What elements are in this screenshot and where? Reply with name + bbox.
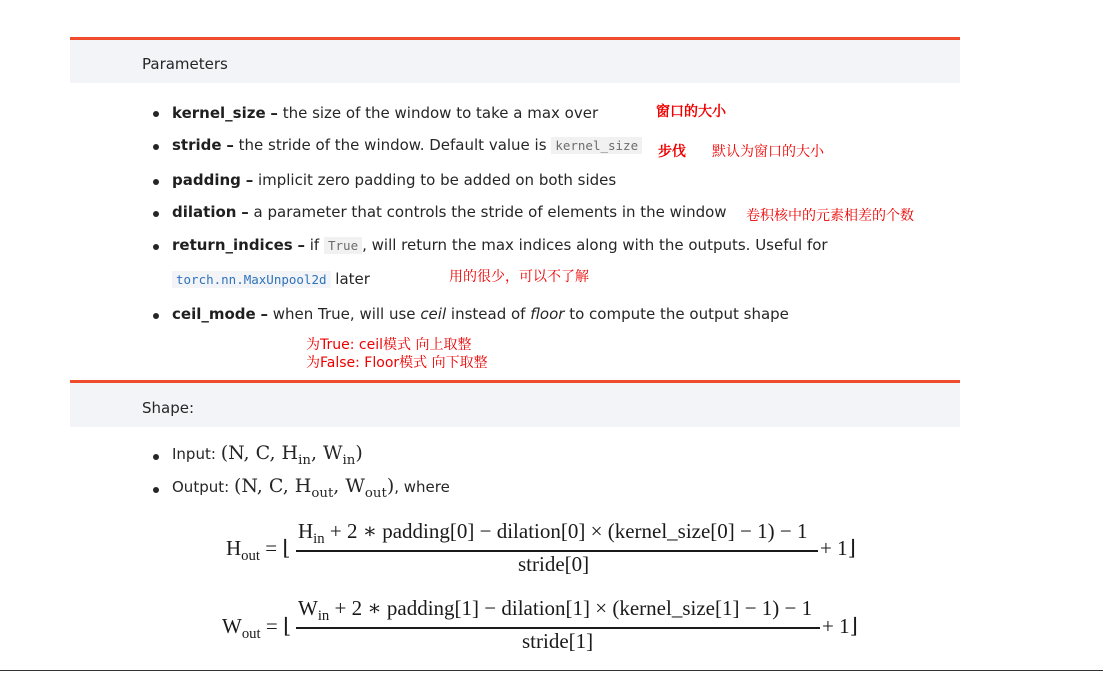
formula-h-numerator: $H_{in} + 2$ ∗ padding[0] − dilation[0] × (kernel_size[0] − 1) − 1 xyxy=(298,519,808,548)
param-return-indices xyxy=(172,236,828,254)
note-stride-2: 默认为窗口的大小 xyxy=(712,144,824,160)
bullet-dot xyxy=(153,244,159,250)
param-dash: – xyxy=(241,203,249,221)
em-floor: floor xyxy=(530,305,565,323)
note-kernel-size: 窗口的大小 xyxy=(656,104,726,120)
formula-h-tail: + 1⌋ xyxy=(820,536,856,560)
param-dash: – xyxy=(260,305,268,323)
formula-h-denominator: stride[0] xyxy=(518,552,590,576)
param-desc: the size of the window to take a max over xyxy=(282,104,599,122)
param-dash: – xyxy=(226,136,234,154)
param-desc-mid: instead of xyxy=(450,305,526,323)
param-desc-pre: when True, will use xyxy=(272,305,416,323)
maxunpool-link[interactable]: torch.nn.MaxUnpool2d xyxy=(172,271,331,288)
bullet-dot xyxy=(153,454,159,460)
param-ceil-mode xyxy=(172,305,789,323)
param-desc: a parameter that controls the stride of elements in the window xyxy=(253,203,727,221)
formula-h-lhs: $H_{out}$ = ⌊ xyxy=(226,536,291,565)
input-label: Input: xyxy=(172,445,216,463)
formula-w-numerator: $W_{in} + 2$ ∗ padding[1] − dilation[1] × (kernel_size[1] − 1) − 1 xyxy=(298,596,813,625)
note-stride-1: 步伐 xyxy=(658,144,686,160)
note-ceil-true: 为True: ceil模式 向上取整 xyxy=(306,337,472,353)
shape-input xyxy=(172,442,363,468)
param-padding xyxy=(172,171,616,189)
output-label: Output: xyxy=(172,478,230,496)
output-suffix: , where xyxy=(394,478,450,496)
bullet-dot xyxy=(153,179,159,185)
shape-title: Shape: xyxy=(142,399,195,417)
param-desc-post: , will return the max indices along with the outputs. Useful for xyxy=(362,236,828,254)
shape-header xyxy=(70,380,960,427)
parameters-title: Parameters xyxy=(142,55,228,73)
formula-w-denominator: stride[1] xyxy=(522,629,594,653)
shape-output xyxy=(172,475,450,501)
parameters-header xyxy=(70,37,960,83)
param-dash: – xyxy=(297,236,305,254)
param-desc: implicit zero padding to be added on both sides xyxy=(257,171,617,189)
param-name: ceil_mode xyxy=(172,305,256,323)
formula-w-lhs: $W_{out}$ = ⌊ xyxy=(222,614,292,643)
bullet-dot xyxy=(153,111,159,117)
input-expr: (N, C, $H_{in}$, $W_{in}$) xyxy=(220,442,363,468)
param-name: dilation xyxy=(172,203,237,221)
inline-code: kernel_size xyxy=(551,137,642,154)
param-dash: – xyxy=(245,171,254,189)
param-name: kernel_size xyxy=(172,104,266,122)
param-dash: – xyxy=(270,104,278,122)
param-stride xyxy=(172,136,642,154)
bullet-dot xyxy=(153,211,159,217)
param-name: stride xyxy=(172,136,222,154)
em-ceil: ceil xyxy=(420,305,447,323)
note-ceil-false: 为False: Floor模式 向下取整 xyxy=(306,355,488,371)
bullet-dot xyxy=(153,144,159,150)
bullet-dot xyxy=(153,487,159,493)
param-desc-after: later xyxy=(335,270,370,288)
param-name: padding xyxy=(172,171,241,189)
param-dilation xyxy=(172,203,727,221)
inline-code: True xyxy=(324,237,362,254)
param-return-indices-cont xyxy=(172,270,370,288)
param-desc-pre: if xyxy=(309,236,320,254)
param-desc: the stride of the window. Default value is xyxy=(238,136,547,154)
param-name: return_indices xyxy=(172,236,293,254)
bottom-divider xyxy=(0,670,1103,671)
output-expr: (N, C, $H_{out}$, $W_{out}$) xyxy=(233,475,395,501)
note-return-indices: 用的很少，可以不了解 xyxy=(449,269,589,285)
param-desc-post: to compute the output shape xyxy=(569,305,789,323)
param-kernel-size xyxy=(172,104,598,122)
formula-w-tail: + 1⌋ xyxy=(822,614,858,638)
note-dilation: 卷积核中的元素相差的个数 xyxy=(746,208,914,224)
bullet-dot xyxy=(153,313,159,319)
